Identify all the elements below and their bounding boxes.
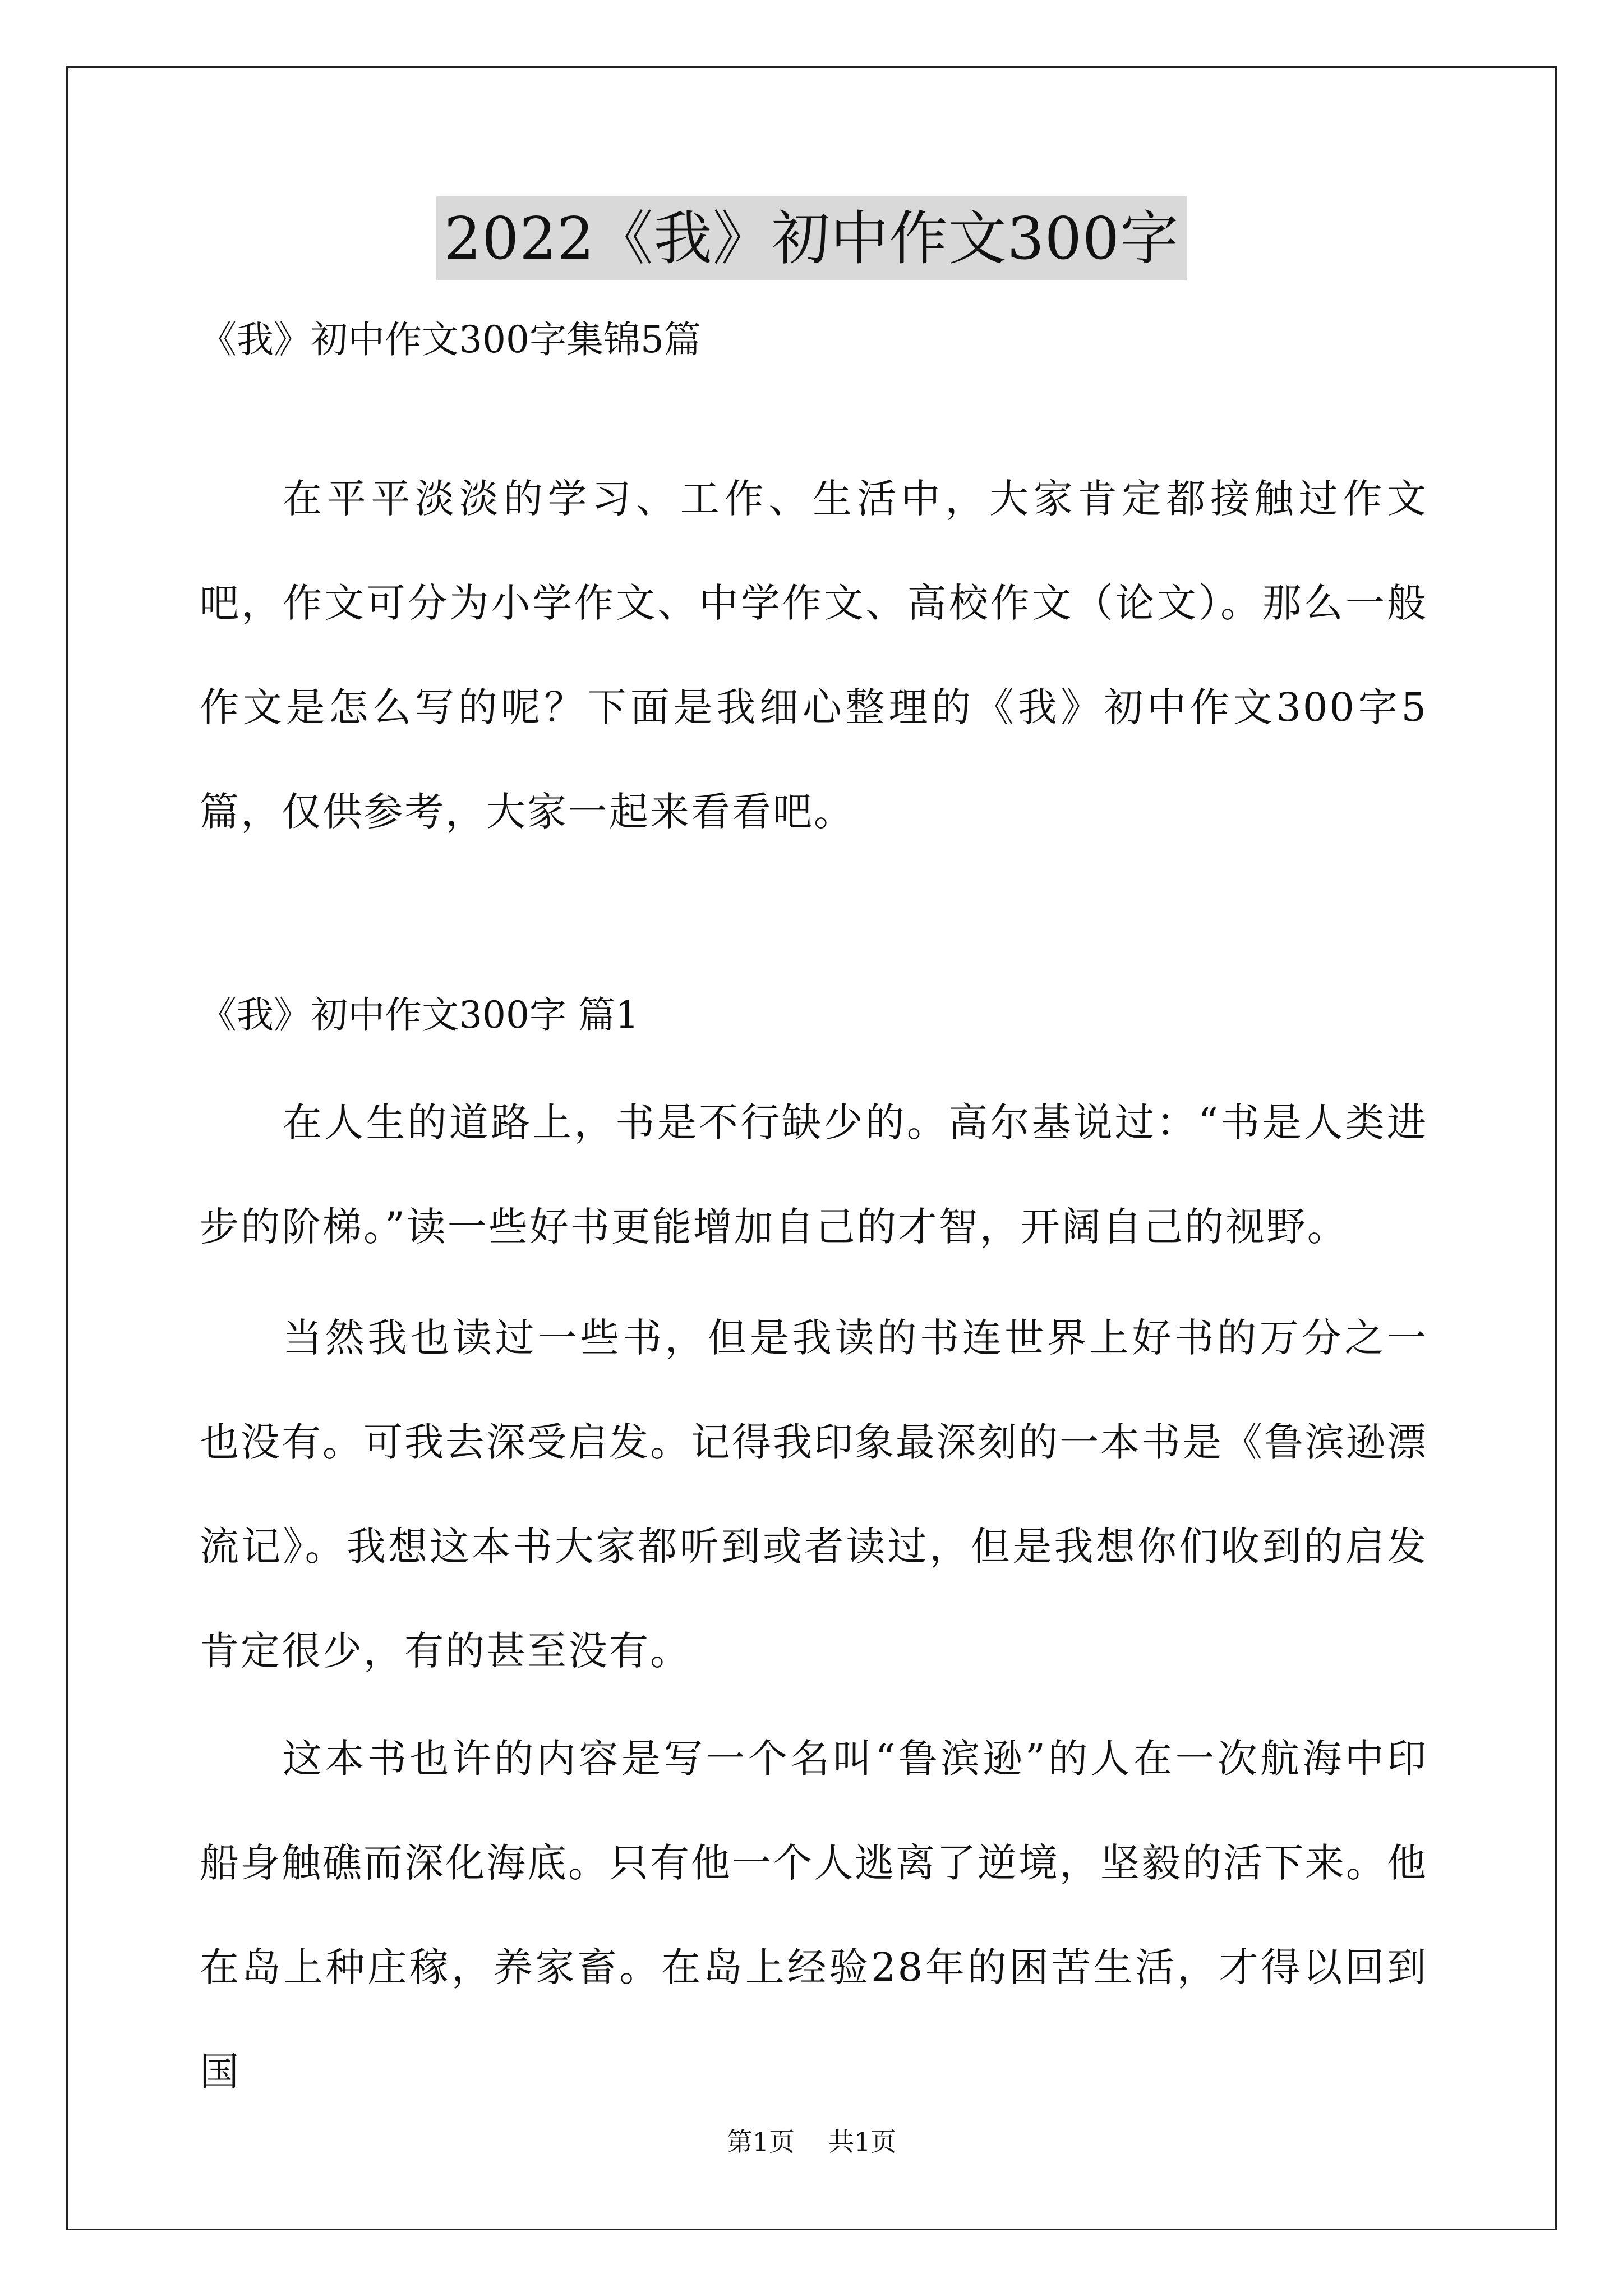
page-number-total: 共1页 xyxy=(828,2127,897,2157)
intro-paragraph: 在平平淡淡的学习、工作、生活中，大家肯定都接触过作文吧，作文可分为小学作文、中学作文、高校作文（论文）。那么一般作文是怎么写的呢？下面是我细心整理的《我》初中作文300字5篇，仅供参考，大家一起来看看吧。 xyxy=(200,476,1428,835)
document-title: 2022《我》初中作文300字 xyxy=(436,196,1187,280)
page-number-current: 第1页 xyxy=(726,2127,795,2157)
document-subtitle: 《我》初中作文300字集锦5篇 xyxy=(200,318,701,361)
page-footer xyxy=(0,2125,1623,2159)
body-paragraph-3: 这本书也许的内容是写一个名叫“鲁滨逊”的人在一次航海中印船身触礁而深化海底。只有他一个人逃离了逆境，坚毅的活下来。他在岛上种庄稼，养家畜。在岛上经验28年的困苦生活，才得以回到国 xyxy=(200,1736,1428,2095)
body-paragraph-2: 当然我也读过一些书，但是我读的书连世界上好书的万分之一也没有。可我去深受启发。记得我印象最深刻的一本书是《鲁滨逊漂流记》。我想这本书大家都听到或者读过，但是我想你们收到的启发肯定很少，有的甚至没有。 xyxy=(200,1315,1428,1674)
section-heading: 《我》初中作文300字 篇1 xyxy=(200,993,639,1037)
body-paragraph-1: 在人生的道路上，书是不行缺少的。高尔基说过：“书是人类进步的阶梯。”读一些好书更能增加自己的才智，开阔自己的视野。 xyxy=(200,1099,1428,1250)
title-container xyxy=(0,196,1623,280)
